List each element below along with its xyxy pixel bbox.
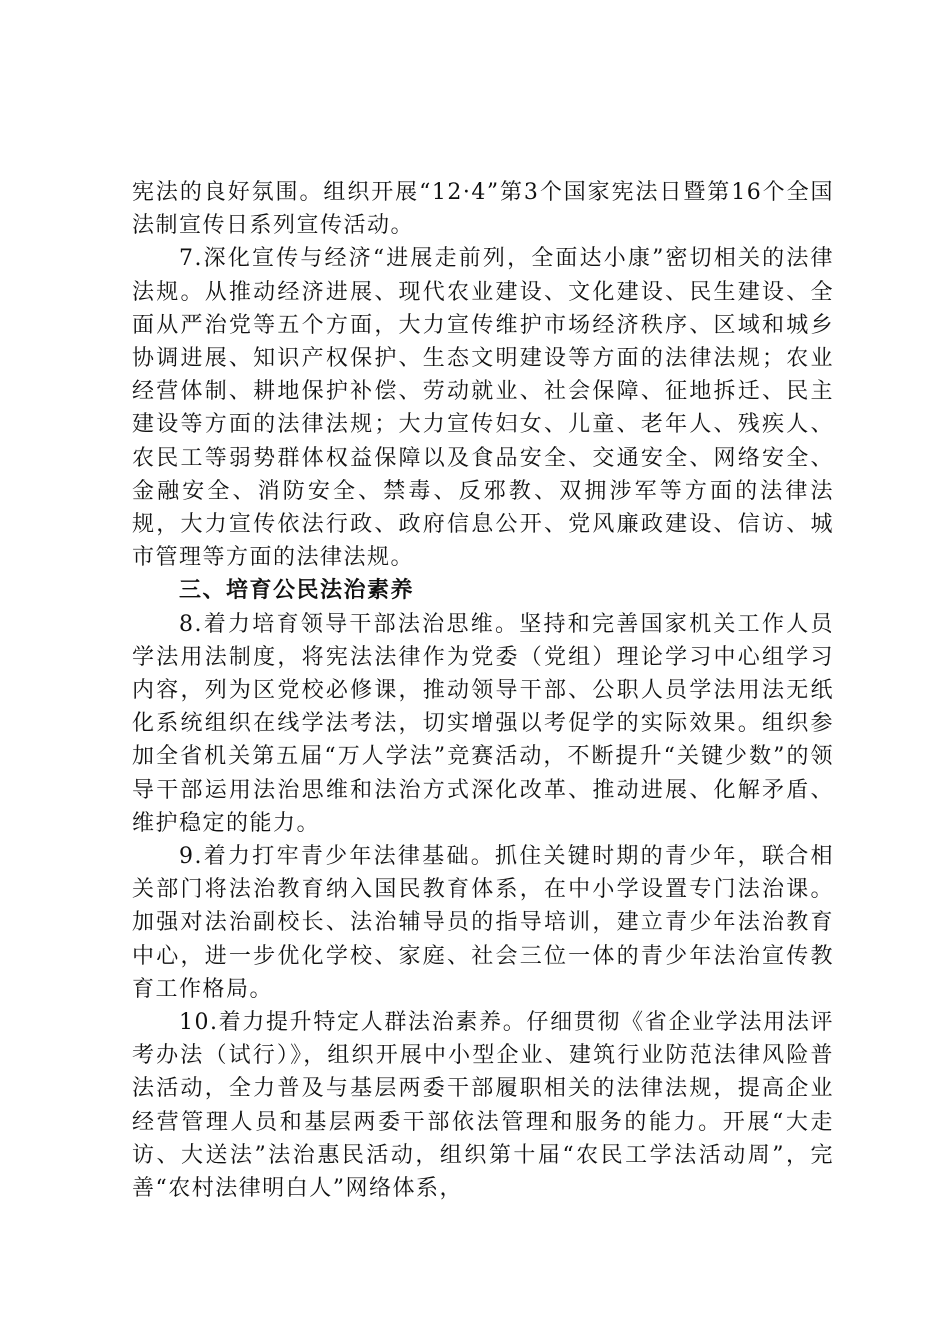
section-heading-3: 三、培育公民法治素养 — [179, 578, 415, 604]
paragraph-8: 8.着力培育领导干部法治思维。坚持和完善国家机关工作人员学法用法制度，将宪法法律作为党委（党组）理论学习中心组学习内容，列为区党校必修课，推动领导干部、公职人员学法用法无纸化系统组织在线学法考法，切实增强以考促学的实际效果。组织参加全省机关第五届“万人学法”竞赛活动，不断提升“关键少数”的领导干部运用法治思维和法治方式深化改革、推动进展、化解矛盾、维护稳定的能力。 — [132, 611, 834, 836]
paragraph-7: 7.深化宣传与经济“进展走前列，全面达小康”密切相关的法律法规。从推动经济进展、现代农业建设、文化建设、民生建设、全面从严治党等五个方面，大力宣传维护市场经济秩序、区域和城乡协调进展、知识产权保护、生态文明建设等方面的法律法规；农业经营体制、耕地保护补偿、劳动就业、社会保障、征地拆迁、民主建设等方面的法律法规；大力宣传妇女、儿童、老年人、残疾人、农民工等弱势群体权益保障以及食品安全、交通安全、网络安全、金融安全、消防安全、禁毒、反邪教、双拥涉军等方面的法律法规，大力宣传依法行政、政府信息公开、党风廉政建设、信访、城市管理等方面的法律法规。 — [132, 246, 834, 571]
paragraph-continuation: 宪法的良好氛围。组织开展“12·4”第3个国家宪法日暨第16个全国法制宣传日系列宣传活动。 — [132, 180, 834, 239]
paragraph-9: 9.着力打牢青少年法律基础。抓住关键时期的青少年，联合相关部门将法治教育纳入国民教育体系，在中小学设置专门法治课。加强对法治副校长、法治辅导员的指导培训，建立青少年法治教育中心，进一步优化学校、家庭、社会三位一体的青少年法治宣传教育工作格局。 — [132, 844, 834, 1002]
document-body — [132, 176, 834, 1205]
paragraph-10: 10.着力提升特定人群法治素养。仔细贯彻《省企业学法用法评考办法（试行）》，组织开展中小型企业、建筑行业防范法律风险普法活动，全力普及与基层两委干部履职相关的法律法规，提高企业经营管理人员和基层两委干部依法管理和服务的能力。开展“大走访、大送法”法治惠民活动，组织第十届“农民工学法活动周”，完善“农村法律明白人”网络体系， — [132, 1010, 834, 1202]
